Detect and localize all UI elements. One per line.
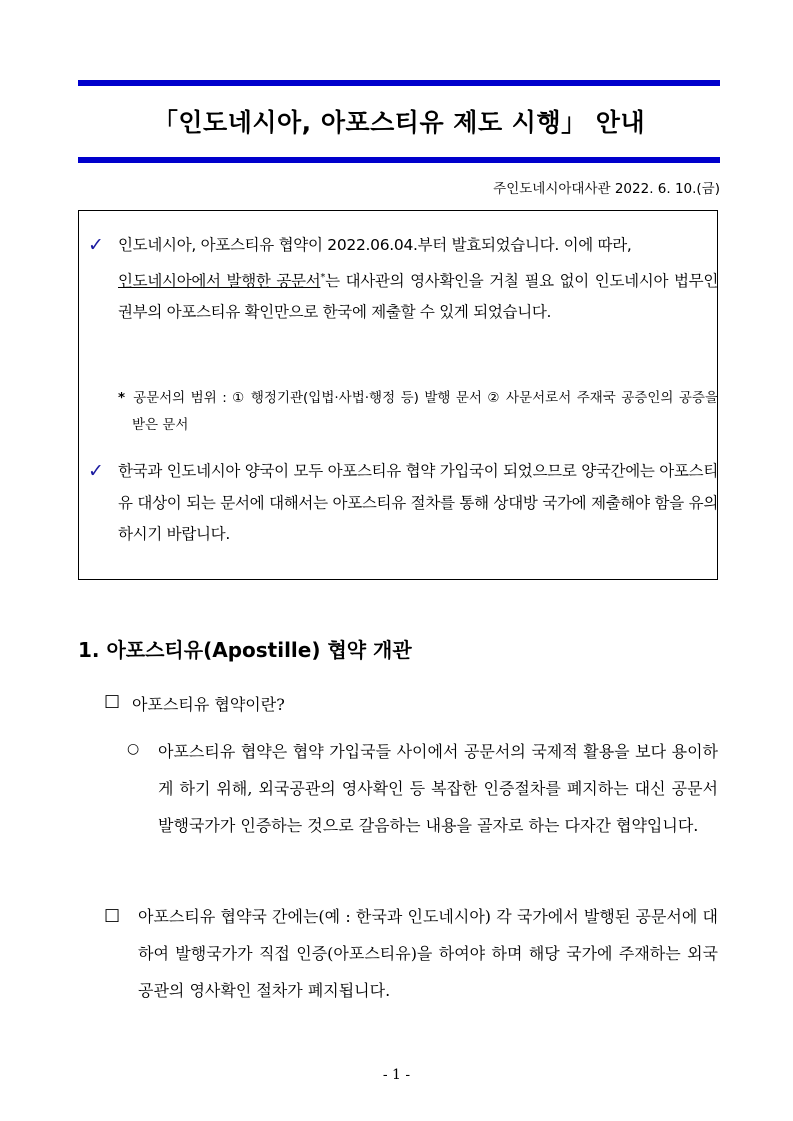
notice-item-1-part2: 는 대사관의 영사확인을 거칠 필요 없이 인도네시아 법무인권부의 아포스티유 확인만으로 한국에 제출할 수 있게 되었습니다. (118, 271, 718, 322)
section-heading: 1. 아포스티유(Apostille) 협약 개관 (78, 638, 412, 662)
notice-item-2: 한국과 인도네시아 양국이 모두 아포스티유 협약 가입국이 되었으므로 양국간에는 아포스티유 대상이 되는 문서에 대해서는 아포스티유 절차를 통해 상대방 국가에 제출해야 함을 유의하시기 바랍니다. (118, 462, 718, 543)
footnote-text: 공문서의 범위 : ① 행정기관(입법·사법·행정 등) 발행 문서 ② 사문서로서 주재국 공증인의 공증을 받은 문서 (132, 390, 718, 433)
page-number: - 1 - (382, 1067, 411, 1083)
check-mark-icon: ✓ (88, 234, 104, 256)
title-top-bar (78, 80, 720, 86)
title-bottom-bar (78, 157, 720, 163)
document-title: 「인도네시아, 아포스티유 제도 시행」 안내 (152, 108, 646, 137)
footnote-star: * (320, 271, 326, 283)
notice-item-1 (118, 230, 718, 329)
paragraph-2: 아포스티유 협약국 간에는(예 : 한국과 인도네시아) 각 국가에서 발행된 공문서에 대하여 발행국가가 직접 인증(아포스티유)을 하여야 하며 해당 국가에 주재하는 외국공관의 영사확인 절차가 폐지됩니다. (138, 907, 718, 1000)
notice-item-1-underlined: 인도네시아에서 발행한 공문서 (118, 271, 321, 290)
square-bullet-icon: □ (104, 691, 121, 711)
notice-footnote (118, 385, 718, 439)
question-answer: 아포스티유 협약은 협약 가입국들 사이에서 공문서의 국제적 활용을 보다 용이하게 하기 위해, 외국공관의 영사확인 등 복잡한 인증절차를 폐지하는 대신 공문서 발행국가가 인증하는 것으로 갈음하는 내용을 골자로 하는 다자간 협약입니다. (158, 742, 718, 835)
question-heading: 아포스티유 협약이란? (132, 695, 285, 714)
footnote-mark: * (118, 390, 126, 406)
check-mark-icon: ✓ (88, 460, 104, 482)
notice-item-1-part1: 인도네시아, 아포스티유 협약이 2022.06.04.부터 발효되었습니다. 이에 따라, (118, 236, 632, 254)
circle-bullet-icon: ○ (127, 741, 140, 757)
issuer-date: 주인도네시아대사관 2022. 6. 10.(금) (493, 181, 720, 197)
square-bullet-icon: □ (104, 905, 121, 925)
